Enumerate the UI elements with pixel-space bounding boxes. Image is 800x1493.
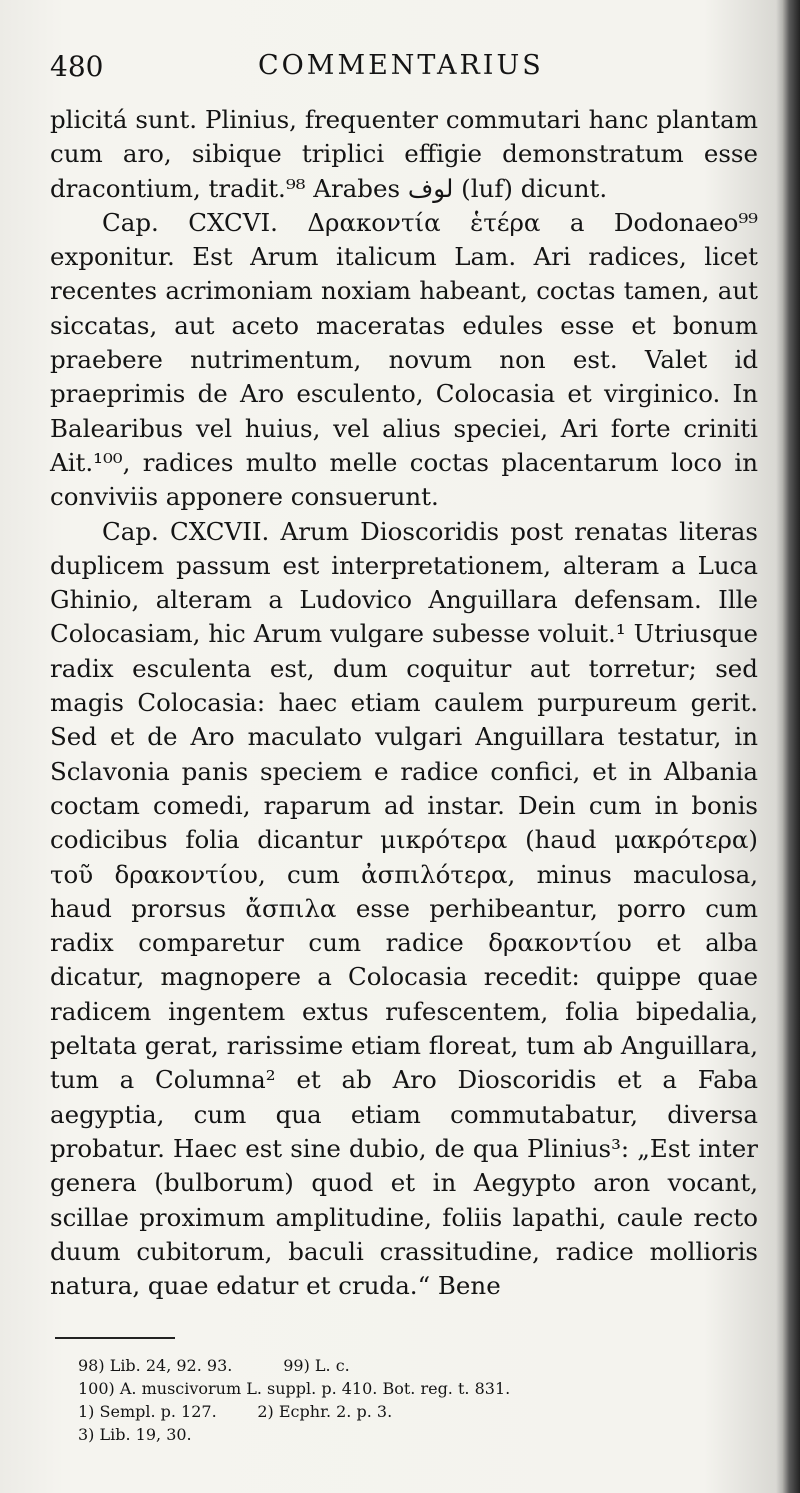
paragraph-continuation: plicitá sunt. Plinius, frequenter commutari hanc plantam cum aro, sibique triplici effigie demonstratum esse dracontium, tradit.⁹⁸ Arabes لوف (luf) dicunt. (50, 105, 758, 203)
footnote-line: 98) Lib. 24, 92. 93. 99) L. c. (78, 1356, 350, 1375)
paragraph-cap-cxcvi: Cap. CXCVI. Δρακοντία ἑτέρα a Dodonaeo⁹⁹ exponitur. Est Arum italicum Lam. Ari radices, licet recentes acrimoniam noxiam habeant, coctas tamen, aut siccatas, aut aceto maceratas edules esse et bonum praebere nutrimentum, novum non est. Valet id praeprimis de Aro esculento, Colocasia et virginico. In Balearibus vel huius, vel alius speciei, Ari forte criniti Ait.¹⁰⁰, radices multo melle coctas placentarum loco in conviviis apponere consuerunt. (50, 207, 758, 512)
footnote-line: 1) Sempl. p. 127. 2) Ecphr. 2. p. 3. (78, 1402, 393, 1421)
footnotes (78, 1354, 698, 1446)
running-title: COMMENTARIUS (258, 50, 544, 81)
footnote-line: 100) A. muscivorum L. suppl. p. 410. Bot. reg. t. 831. (78, 1379, 511, 1398)
book-spine-shadow (782, 0, 800, 1493)
main-text (50, 103, 758, 1303)
footnote-line: 3) Lib. 19, 30. (78, 1425, 192, 1444)
page-number: 480 (50, 50, 104, 83)
page-header (50, 50, 750, 90)
paragraph-cap-cxcvii: Cap. CXCVII. Arum Dioscoridis post renatas literas duplicem passum est interpretationem, alteram a Luca Ghinio, alteram a Ludovico Anguillara defensam. Ille Colocasiam, hic Arum vulgare subesse voluit.¹ Utriusque radix esculenta est, dum coquitur aut torretur; sed magis Colocasia: haec etiam caulem purpureum gerit. Sed et de Aro maculato vulgari Anguillara testatur, in Sclavonia panis speciem e radice confici, et in Albania coctam comedi, raparum ad instar. Dein cum in bonis codicibus folia dicantur μικρότερα (haud μακρότερα) τοῦ δρακοντίου, cum ἀσπιλότερα, minus maculosa, haud prorsus ἄσπιλα esse perhibeantur, porro cum radix comparetur cum radice δρακοντίου et alba dicatur, magnopere a Colocasia recedit: quippe quae radicem ingentem extus rufescentem, folia bipedalia, peltata gerat, rarissime etiam floreat, tum ab Anguillara, tum a Columna² et ab Aro Dioscoridis et a Faba aegyptia, cum qua etiam commutabatur, diversa probatur. Haec est sine dubio, de qua Plinius³: „Est inter genera (bulborum) quod et in Aegypto aron vocant, scillae proximum amplitudine, foliis lapathi, caule recto duum cubitorum, baculi crassitudine, radice mollioris natura, quae edatur et cruda.“ Bene (50, 516, 759, 1301)
footnote-rule (55, 1337, 175, 1339)
